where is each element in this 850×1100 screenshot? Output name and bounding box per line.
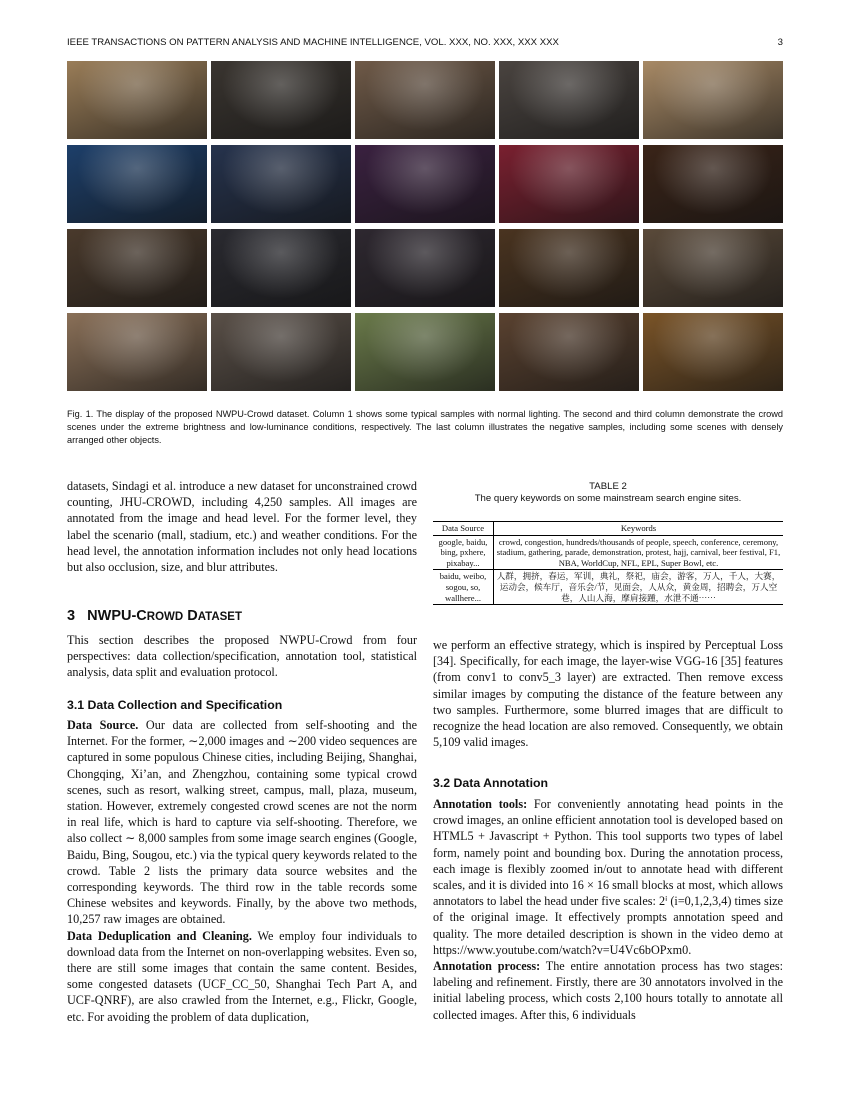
dedup-label: Data Deduplication and Cleaning.: [67, 928, 252, 943]
table-header-keywords: Keywords: [494, 522, 784, 536]
crowd-photo: [67, 229, 207, 307]
section-3-body: [67, 632, 417, 681]
table-row: [433, 570, 783, 605]
crowd-photo: [355, 61, 495, 139]
annotation-process-label: Annotation process:: [433, 959, 541, 974]
table-cell-keywords: crowd, congestion, hundreds/thousands of people, speech, conference, ceremony, stadium, gathering, parade, demonstration, protest, hajj, carnival, beer festival, F1, NBA, WorldCup, NFL, EPL, Super Bowl, etc.: [494, 535, 784, 570]
crowd-photo: [355, 145, 495, 223]
data-source-label: Data Source.: [67, 718, 139, 732]
table-cell-source: baidu, weibo, sogou, so, wallhere...: [433, 570, 494, 605]
crowd-photo: [211, 145, 351, 223]
table-header-source: Data Source: [433, 522, 494, 536]
section-title-part-d: ATASET: [197, 611, 242, 623]
crowd-photo: [211, 313, 351, 391]
right-column-continuation: [433, 637, 783, 750]
subsection-3-2-title: 3.2 Data Annotation: [433, 776, 549, 790]
crowd-photo: [67, 145, 207, 223]
crowd-photo: [643, 61, 783, 139]
crowd-photo: [643, 313, 783, 391]
section-intro-paragraph: This section describes the proposed NWPU-Crowd from four perspectives: data collection/specification, annotation tool, statistical analysis, data split and evaluation protocol.: [67, 633, 417, 680]
page-number: 3: [777, 37, 783, 48]
keywords-table: [433, 521, 783, 605]
table-header-row: [433, 522, 783, 536]
crowd-photo: [643, 145, 783, 223]
left-column: [67, 478, 417, 575]
subsection-3-1-title: 3.1 Data Collection and Specification: [67, 698, 283, 712]
crowd-photo: [499, 61, 639, 139]
journal-title: IEEE TRANSACTIONS ON PATTERN ANALYSIS AND MACHINE INTELLIGENCE, VOL. XXX, NO. XXX, XXX XXX: [67, 37, 559, 48]
crowd-photo: [499, 313, 639, 391]
figure-image-grid: [67, 61, 783, 393]
crowd-photo: [211, 61, 351, 139]
section-title-part-c: D: [183, 608, 198, 624]
running-header: [67, 37, 783, 51]
intro-paragraph: datasets, Sindagi et al. introduce a new dataset for unconstrained crowd counting, JHU-CROWD, including 4,250 samples. All images are annotated from the image and head level. For the former level, they label the scenario (mall, stadium, etc.) and weather conditions. For the head level, the annotation information includes not only head locations but also occlusion, size, and blur attributes.: [67, 479, 417, 575]
annotation-tools-label: Annotation tools:: [433, 797, 528, 811]
figure-caption: Fig. 1. The display of the proposed NWPU-Crowd dataset. Column 1 shows some typical samples with normal lighting. The second and third column demonstrate the crowd scenes under the extreme brightness and low-luminance conditions, respectively. The last column illustrates the negative samples, including some scenes with densely arranged other objects.: [67, 409, 783, 445]
crowd-photo: [499, 145, 639, 223]
dedup-text: We employ four individuals to download data from the Internet on non-overlapping websites. Even so, there are still some images that contain the same content. Besides, some congested datasets (UCF_CC_50, Shanghai Tech Part A, and UCF-QNRF), are also crawled from the Internet, e.g., Flickr, Google, etc. For avoiding the problem of data duplication,: [67, 928, 417, 1024]
section-3-heading: [67, 608, 417, 625]
crowd-photo: [67, 61, 207, 139]
section-title-part-b: ROWD: [146, 611, 184, 623]
crowd-photo: [499, 229, 639, 307]
table-cell-source: google, baidu, bing, pxhere, pixabay...: [433, 535, 494, 570]
subsection-3-2-heading: [433, 775, 783, 791]
crowd-photo: [643, 229, 783, 307]
dedup-continuation-paragraph: we perform an effective strategy, which is inspired by Perceptual Loss [34]. Specifically, for each image, the layer-wise VGG-16 [35] features (from conv1 to conv5_3 layer) are extracted. Then remove excess similar images by computing the distance of the feature between any two samples. Furthermore, some blurred images that are difficult to recognize the head location are also removed. Consequently, we obtain 5,109 valid images.: [433, 638, 783, 750]
table-row: [433, 535, 783, 570]
section-title-part-a: NWPU-C: [87, 608, 147, 624]
annotation-block: [433, 796, 783, 1023]
table-caption: The query keywords on some mainstream search engine sites.: [474, 493, 742, 504]
data-source-text: Our data are collected from self-shooting and the Internet. For the former, ∼2,000 images and ∼200 video sequences are captured in some populous Chinese cities, including Beijing, Shanghai, Chongqing, Xi’an, and Zhengzhou, containing some typical crowd scenes, such as resort, walking street, campus, mall, plaza, museum, station. However, extremely congested crowd scenes are not the norm in real life, which is hard to capture via self-shooting. Therefore, we also collect ∼ 8,000 samples from some image search engines (Google, Baidu, Bing, Sougou, etc.) via the typical query keywords related to the crowd. Table 2 lists the primary data source websites and the corresponding keywords. The third row in the table records some Chinese websites and keywords. Finally, by the above two methods, 10,257 raw images are obtained.: [67, 718, 418, 927]
crowd-photo: [211, 229, 351, 307]
annotation-process-text: The entire annotation process has two stages: labeling and refinement. Firstly, there are 30 annotators involved in the initial labeling process, which costs 2,100 hours totally to annotate all collected images. After this, 6 individuals: [433, 959, 783, 1022]
crowd-photo: [67, 313, 207, 391]
subsection-3-1-heading: [67, 697, 417, 713]
crowd-photo: [355, 313, 495, 391]
table-label: TABLE 2: [589, 481, 627, 492]
data-source-block: [67, 717, 417, 1025]
section-number: 3: [67, 608, 76, 624]
table-cell-keywords: 人群，拥挤，春运，军训，典礼，祭祀，庙会，游客，万人，千人，大赛，运动会，候车厅，音乐会/节，见面会，人从众，黄金周，招聘会，万人空巷，人山人海，摩肩接踵，水泄不通⋯⋯: [494, 570, 784, 605]
crowd-photo: [355, 229, 495, 307]
annotation-tools-text: For conveniently annotating head points in the crowd images, an online efficient annotation tool is developed based on HTML5 + Javascript + Python. This tool supports two types of label form, namely point and bounding box. During the annotation process, each image is flexibly zoomed in/out to annotate head with different scales, and it is divided into 16 × 16 small blocks at most, which allows annotators to label the head under five scales: 2ⁱ (i=0,1,2,3,4) times size of the original image. It effectively prompts annotation speed and quality. The more detailed description is shown in the video demo at https://www.youtube.com/watch?v=U4Vc6bOPxm0.: [433, 797, 783, 957]
